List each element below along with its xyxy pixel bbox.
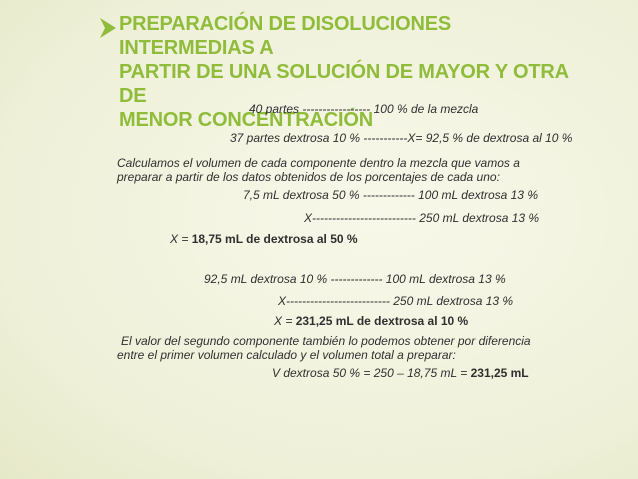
result-line-18-75 (170, 232, 358, 246)
paragraph-calculamos-line-1: Calculamos el volumen de cada componente dentro la mezcla que vamos a (117, 156, 520, 170)
title-line-3: MENOR CONCENTRACIÓN (119, 109, 373, 131)
paragraph-el-valor-line-2: entre el primer volumen calculado y el volumen total a preparar: (117, 348, 456, 362)
paragraph-el-valor-line-1: El valor del segundo componente también lo podemos obtener por diferencia (121, 334, 531, 348)
result-prefix-2: X = (274, 314, 296, 328)
text-line-37-partes: 37 partes dextrosa 10 % -----------X= 92,5 % de dextrosa al 10 % (230, 131, 573, 145)
result-prefix-1: X = (170, 232, 192, 246)
text-line-40-partes: 40 partes ----------------- 100 % de la mezcla (249, 102, 479, 116)
paragraph-calculamos-line-2: preparar a partir de los datos obtenidos de los porcentajes de cada uno: (117, 170, 500, 184)
result-value-18-75: 18,75 mL de dextrosa al 50 % (191, 232, 358, 246)
text-line-7-5-ml: 7,5 mL dextrosa 50 % ------------- 100 mL dextrosa 13 % (243, 188, 538, 202)
text-line-92-5-ml: 92,5 mL dextrosa 10 % ------------- 100 mL dextrosa 13 % (204, 272, 506, 286)
result-line-volume (272, 366, 529, 380)
volume-result: 231,25 mL (470, 366, 529, 380)
text-line-x-250-b: X-------------------------- 250 mL dextrosa 13 % (278, 294, 514, 308)
text-line-x-250-a: X-------------------------- 250 mL dextrosa 13 % (304, 211, 540, 225)
result-value-231-25: 231,25 mL de dextrosa al 10 % (295, 314, 469, 328)
paragraph-calculamos (117, 156, 617, 184)
corner-arrow-icon (100, 18, 116, 38)
volume-equation: V dextrosa 50 % = 250 – 18,75 mL = (272, 366, 471, 380)
title-line-2: PARTIR DE UNA SOLUCIÓN DE MAYOR Y OTRA DE (119, 61, 569, 107)
title-line-1: PREPARACIÓN DE DISOLUCIONES INTERMEDIAS A (119, 13, 452, 59)
paragraph-el-valor (117, 334, 627, 362)
result-line-231-25 (274, 314, 468, 328)
